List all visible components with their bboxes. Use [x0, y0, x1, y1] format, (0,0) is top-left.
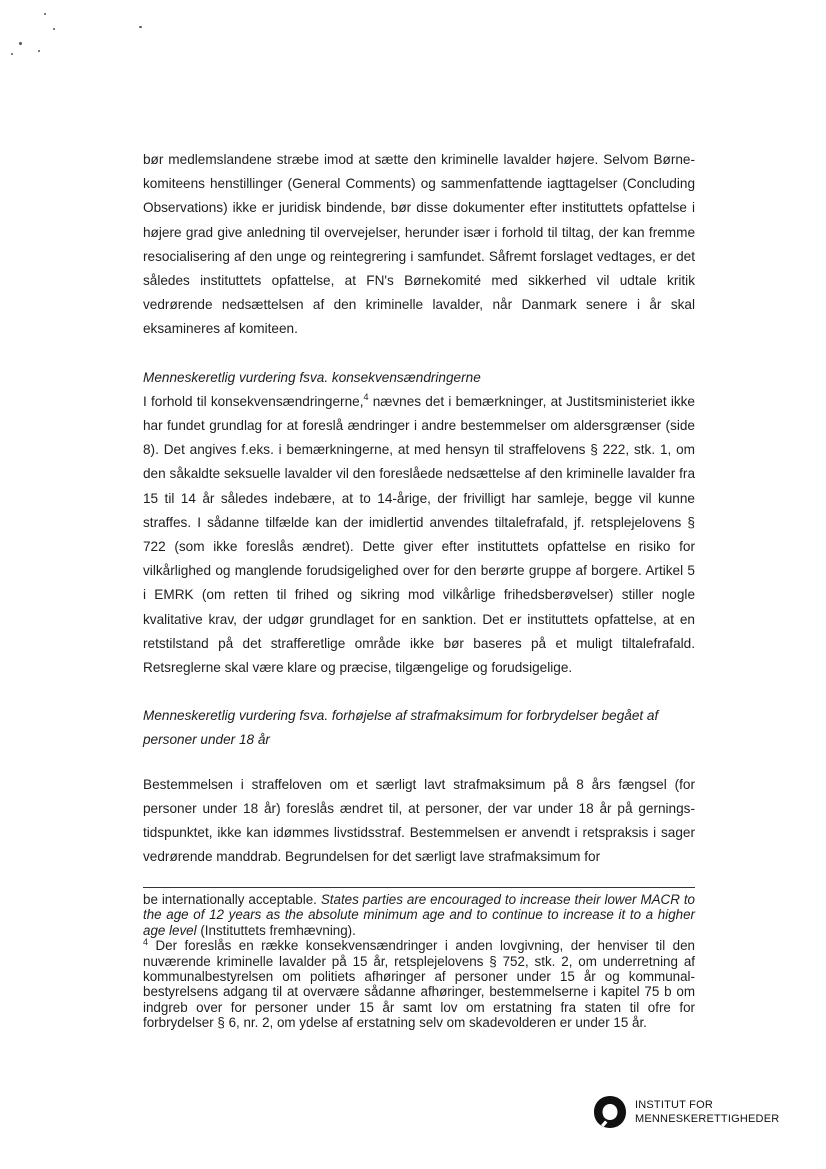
document-body: [143, 148, 695, 869]
scan-speck: [139, 26, 142, 28]
scan-speck: [44, 13, 46, 15]
institute-name-line-1: INSTITUT FOR: [635, 1099, 713, 1111]
section-heading-consequential-amendments: Menneskeretlig vurdering fsva. konsekvensændringerne: [143, 369, 481, 385]
institute-name: [635, 1098, 779, 1126]
paragraph-text-rest: nævnes det i bemærkninger, at Justitsministeriet ikke har fundet grundlag for at foreslå ændringer i andre bestemmelser om aldersgrænser (side 8). Det angives f.eks. i bemærkningerne, at med hensyn til straffelovens § 222, stk. 1, om den såkaldte seksuelle lavalder vil den foreslåede nedsættelse af den kriminelle lavalder fra 15 til 14 år således indebære, at to 14-årige, der frivilligt har samleje, begge vil kunne straffes. I sådanne tilfælde kan der imidlertid anvendes tiltalefrafald, jf. retsplejelovens § 722 (som ikke foreslås ændret). Dette giver efter instituttets opfattelse en risiko for vilkårlighed og manglende forudsigelighed over for den berørte gruppe af borgere. Artikel 5 i EMRK (om retten til frihed og sikring mod vilkårlige frihedsberøvelser) stiller nogle kvalitative krav, der udgør grundlaget for en sanktion. Det er instituttets opfattelse, at en retstilstand på det strafferetlige område ikke bør baseres på et muligt tiltalefrafald. Retsreglerne skal være klare og præcise, tilgængelige og forudsigelige.: [143, 393, 695, 676]
footnote-4-number: 4: [143, 937, 149, 948]
scan-speck: [53, 28, 55, 30]
footnote-continuation: [143, 892, 695, 938]
footnote-4: [143, 938, 695, 1030]
scan-speck: [38, 50, 40, 52]
scan-speck: [19, 42, 22, 45]
footnote-continuation-quote: States parties are encouraged to increase their lower MACR to the age of 12 years as the absolute minimum age and to continue to increase it to a higher age level: [143, 892, 695, 938]
section-paragraph-maximum-penalty: Bestemmelsen i straffeloven om et særligt lavt strafmaksimum på 8 års fængsel (for personer under 18 år) foreslås ændret til, at personer, der var under 18 år på gerningstidspunktet, ikke kan idømmes livstidsstraf. Bestemmelsen er anvendt i retspraksis i sager vedrørende manddrab. Begrundelsen for det særligt lave strafmaksimum for: [143, 776, 695, 865]
section-paragraph-consequential-amendments: [143, 390, 695, 680]
section-heading-maximum-penalty: Menneskeretlig vurdering fsva. forhøjelse af strafmaksimum for forbrydelser begået af personer under 18 år: [143, 708, 659, 748]
spacer: [143, 342, 695, 366]
footnotes-area: [143, 887, 695, 1031]
footnote-reference-4[interactable]: 4: [363, 391, 369, 402]
institute-ring-logo-icon: [592, 1094, 628, 1130]
intro-paragraph: bør medlemslandene stræbe imod at sætte den kriminelle lavalder højere. Selvom Børnekomiteens henstillinger (General Comments) og sammenfattende iagttagelser (Concluding Observations) ikke er juridisk bindende, bør disse dokumenter efter instituttets opfattelse i højere grad give anledning til overvejelser, herunder især i forhold til tiltag, der kan fremme resocialisering af den unge og reintegrering i samfundet. Såfremt forslaget vedtages, er det således instituttets opfattelse, at FN's Børnekomité med sikkerhed vil udtale kritik vedrørende nedsættelsen af den kriminelle lavalder, når Danmark senere i år skal eksamineres af komiteen.: [143, 152, 695, 337]
footnote-4-text: Der foreslås en række konsekvensændringer i anden lovgivning, der henviser til den nuværende kriminelle lavalder på 15 år, retsplejelovens § 752, stk. 2, om underretning af kommunalbestyrelsen om politiets afhøringer af personer under 15 år og kommunalbestyrelsens adgang til at overvære sådanne afhøringer, bestemmelserne i kapitel 75 b om indgreb over for personer under 15 år samt lov om erstatning fra staten til ofre for forbrydelser § 6, nr. 2, om ydelse af erstatning selv om skadevolderen er under 15 år.: [143, 938, 695, 1031]
scan-speck: [11, 53, 13, 55]
institute-logo: [592, 1094, 792, 1134]
spacer: [143, 680, 695, 704]
footnote-continuation-tail: (Instituttets fremhævning).: [196, 922, 356, 938]
institute-name-line-2: MENNESKERETTIGHEDER: [635, 1113, 780, 1125]
paragraph-text-start: I forhold til konsekvensændringerne,: [143, 393, 364, 409]
spacer: [143, 753, 695, 773]
footnote-continuation-text: be internationally acceptable.: [143, 892, 321, 907]
